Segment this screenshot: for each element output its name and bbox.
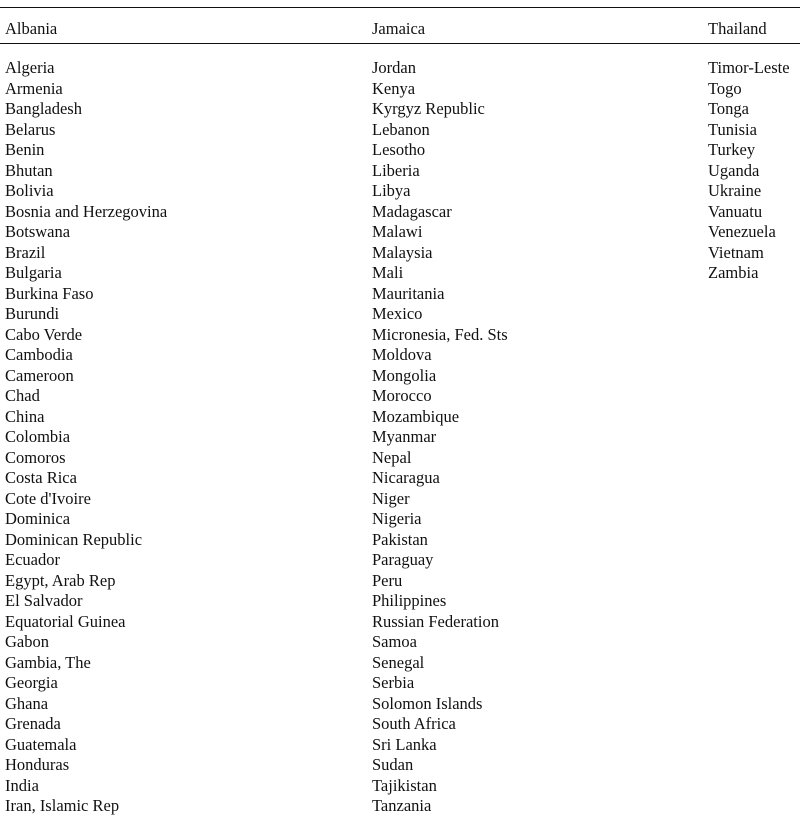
table-cell: Jordan	[372, 58, 416, 77]
table-cell: Mali	[372, 263, 404, 282]
table-cell: Tonga	[708, 99, 750, 118]
table-cell: Nepal	[372, 447, 412, 467]
table-cell: Myanmar	[372, 427, 437, 446]
table-cell: Chad	[5, 386, 40, 405]
table-cell: Egypt, Arab Rep	[5, 570, 116, 590]
table-cell: Niger	[372, 488, 410, 508]
table-cell: Madagascar	[372, 201, 452, 221]
table-cell: Vietnam	[708, 242, 764, 262]
table-cell: Sudan	[372, 755, 414, 774]
table-cell: Turkey	[708, 140, 756, 159]
table-cell: Liberia	[372, 160, 420, 180]
table-cell: Cameroon	[5, 365, 74, 385]
table-top-rule	[0, 7, 800, 8]
table-cell: Serbia	[372, 673, 415, 692]
table-cell: Timor-Leste	[708, 58, 790, 77]
table-column-2	[372, 58, 508, 817]
table-cell: Sri Lanka	[372, 734, 437, 754]
table-cell: Georgia	[5, 673, 58, 692]
table-cell: Burkina Faso	[5, 283, 94, 303]
table-cell: Benin	[5, 140, 45, 159]
table-cell: Dominican Republic	[5, 529, 143, 549]
table-cell: El Salvador	[5, 591, 83, 610]
table-cell: China	[5, 406, 45, 426]
table-cell: Micronesia, Fed. Sts	[372, 324, 508, 344]
table-cell: Bangladesh	[5, 99, 82, 118]
table-cell: Mozambique	[372, 406, 460, 426]
table-cell: Botswana	[5, 222, 71, 241]
table-header-col-2: Jamaica	[372, 19, 426, 38]
table-column-3	[708, 58, 790, 284]
table-header-rule	[0, 43, 800, 44]
table-cell: Lesotho	[372, 140, 426, 159]
table-cell: Mexico	[372, 304, 423, 323]
table-cell: Malaysia	[372, 242, 433, 262]
table-cell: Armenia	[5, 78, 63, 98]
table-cell: Samoa	[372, 632, 417, 651]
table-cell: Brazil	[5, 242, 46, 262]
table-cell: Cambodia	[5, 345, 73, 364]
table-cell: Philippines	[372, 591, 447, 610]
table-header-col-3: Thailand	[708, 19, 767, 38]
table-cell: Russian Federation	[372, 611, 499, 631]
table-cell: Comoros	[5, 447, 66, 467]
table-cell: Belarus	[5, 119, 56, 139]
table-header-col-1: Albania	[5, 19, 58, 38]
table-cell: Peru	[372, 570, 403, 590]
table-cell: Bosnia and Herzegovina	[5, 201, 168, 221]
table-cell: Mongolia	[372, 365, 437, 385]
table-cell: Venezuela	[708, 222, 776, 241]
table-cell: Bhutan	[5, 160, 53, 180]
table-cell: Morocco	[372, 386, 432, 405]
table-cell: Dominica	[5, 509, 71, 528]
table-cell: Gabon	[5, 632, 49, 651]
table-cell: Pakistan	[372, 529, 428, 549]
table-cell: Algeria	[5, 58, 55, 77]
table-cell: Iran, Islamic Rep	[5, 796, 120, 815]
table-cell: Burundi	[5, 304, 60, 323]
table-cell: Kenya	[372, 78, 416, 98]
table-cell: Solomon Islands	[372, 693, 483, 713]
table-cell: Kyrgyz Republic	[372, 99, 485, 118]
table-cell: Libya	[372, 181, 411, 200]
table-cell: Ecuador	[5, 550, 60, 569]
table-cell: Nigeria	[372, 509, 422, 528]
table-cell: Colombia	[5, 427, 71, 446]
table-cell: India	[5, 775, 39, 795]
table-cell: Zambia	[708, 263, 759, 282]
table-cell: Honduras	[5, 755, 70, 774]
table-cell: Tanzania	[372, 796, 432, 815]
table-cell: Togo	[708, 78, 742, 98]
table-cell: Costa Rica	[5, 468, 77, 487]
table-cell: Senegal	[372, 652, 425, 672]
table-cell: Guatemala	[5, 734, 77, 754]
table-cell: South Africa	[372, 714, 456, 733]
table-cell: Lebanon	[372, 119, 430, 139]
table-cell: Vanuatu	[708, 201, 763, 221]
table-cell: Tunisia	[708, 119, 757, 139]
table-cell: Gambia, The	[5, 652, 91, 672]
table-cell: Ukraine	[708, 181, 762, 200]
table-cell: Cabo Verde	[5, 324, 83, 344]
table-cell: Bolivia	[5, 181, 54, 200]
table-cell: Malawi	[372, 222, 423, 241]
table-cell: Equatorial Guinea	[5, 611, 126, 631]
table-cell: Ghana	[5, 693, 49, 713]
table-column-1	[5, 58, 167, 817]
table-cell: Grenada	[5, 714, 61, 733]
table-cell: Cote d'Ivoire	[5, 488, 91, 508]
table-cell: Moldova	[372, 345, 432, 364]
table-cell: Bulgaria	[5, 263, 62, 282]
table-cell: Paraguay	[372, 550, 434, 569]
table-cell: Uganda	[708, 160, 760, 180]
table-cell: Nicaragua	[372, 468, 440, 487]
table-cell: Tajikistan	[372, 775, 437, 795]
table-cell: Mauritania	[372, 283, 445, 303]
